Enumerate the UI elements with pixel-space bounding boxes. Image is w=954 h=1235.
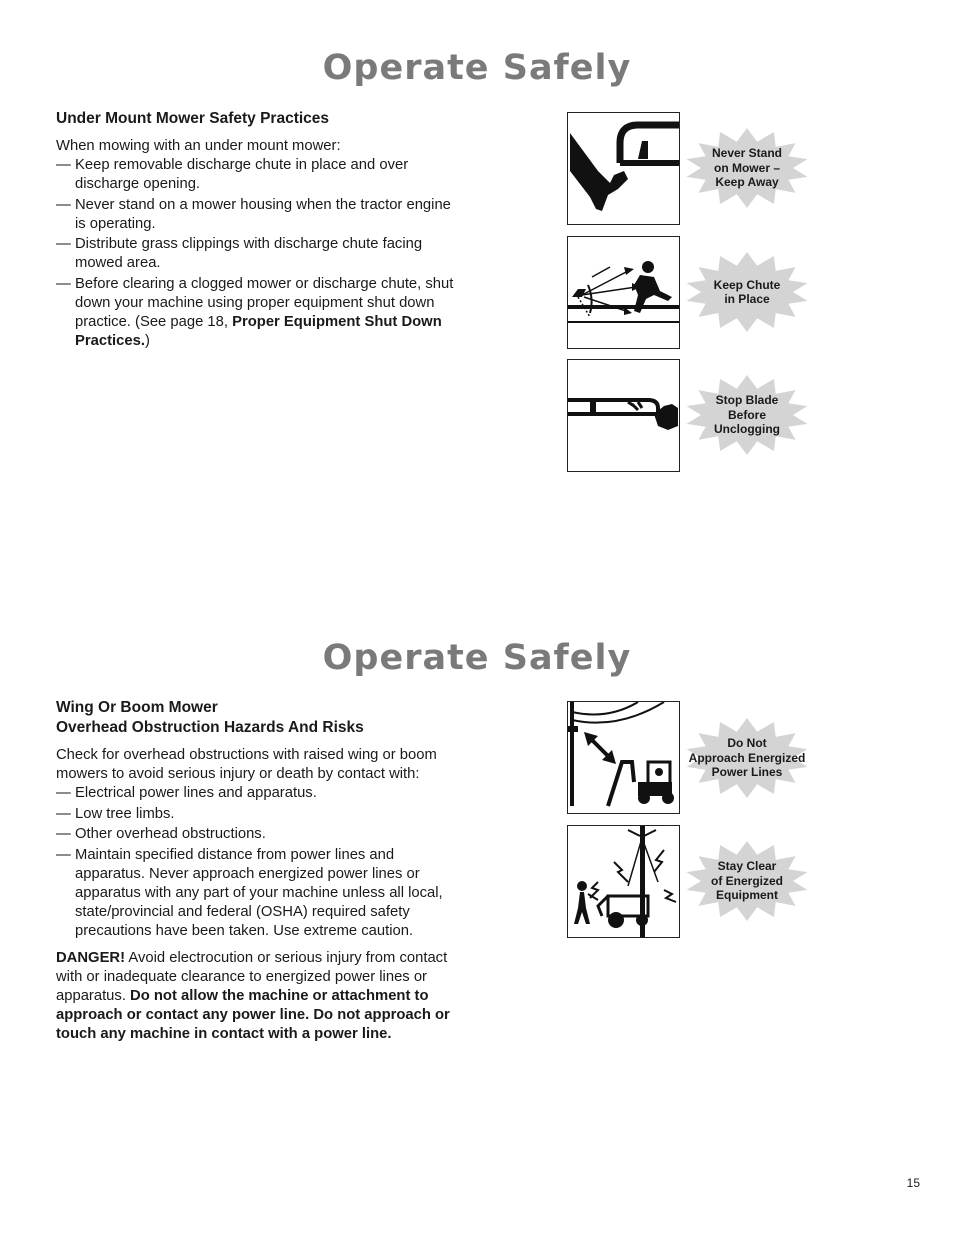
page-title: Operate Safely (322, 638, 632, 678)
under-mount-section (56, 109, 456, 352)
energized-equipment-pictogram (567, 825, 680, 938)
hazard-label-burst (683, 250, 811, 334)
danger-text: Avoid electrocution or serious injury from contact with or inadequate clearance to energized power lines or apparatus. (56, 949, 448, 1004)
page-number: 15 (906, 1176, 920, 1190)
list-item: — Distribute grass clippings with discharge chute facing mowed area. (56, 235, 456, 273)
list-item: — Electrical power lines and apparatus. (56, 784, 456, 803)
hazard-label: Stop Blade Before Unclogging (714, 393, 780, 437)
intro-text: Check for overhead obstructions with raised wing or boom mowers to avoid serious injury or death by contact with: (56, 747, 437, 782)
cross-reference: Proper Equipment Shut Down Practices. (75, 313, 442, 349)
wing-boom-section (56, 698, 456, 1044)
list-item: — Keep removable discharge chute in place and over discharge opening. (56, 156, 456, 194)
list-item: — Never stand on a mower housing when the tractor engine is operating. (56, 196, 456, 234)
danger-emphasis: Do not allow the machine or attachment to approach or contact any power line. Do not approach or touch any machine in contact with a power line. (56, 987, 450, 1042)
stop-blade-pictogram (567, 359, 680, 472)
list-item (56, 275, 456, 351)
hazard-label: Never Stand on Mower – Keep Away (711, 146, 783, 190)
section-heading (56, 698, 456, 738)
heading-line: Overhead Obstruction Hazards And Risks (56, 719, 364, 736)
list-item-close: ) (144, 332, 150, 349)
page-title: Operate Safely (322, 48, 632, 88)
danger-notice (56, 949, 456, 1044)
never-stand-pictogram (567, 112, 680, 225)
section-heading: Under Mount Mower Safety Practices (56, 110, 330, 127)
danger-label: DANGER! (56, 949, 126, 966)
hazard-label-burst (683, 839, 811, 923)
hazard-label-burst (683, 373, 811, 457)
hazard-label-burst (683, 716, 811, 800)
list-item: — Maintain specified distance from power lines and apparatus. Never approach energized power lines or apparatus with any part of your machine unless all local, state/provincial and federal (OSHA) required safety precautions have been taken. Use extreme caution. (56, 846, 456, 941)
practice-list (56, 156, 456, 351)
intro-text: When mowing with an under mount mower: (56, 138, 341, 154)
keep-chute-pictogram (567, 236, 680, 349)
list-item: — Low tree limbs. (56, 805, 456, 824)
hazard-list (56, 784, 456, 941)
list-item-text: Before clearing a clogged mower or discharge chute, shut down your machine using proper equipment shut down practice. (See page 18, (75, 275, 454, 330)
hazard-label: Do Not Approach Energized Power Lines (688, 736, 806, 780)
hazard-label: Stay Clear of Energized Equipment (710, 859, 783, 903)
list-item: — Other overhead obstructions. (56, 825, 456, 844)
power-lines-pictogram (567, 701, 680, 814)
hazard-label: Keep Chute in Place (713, 277, 781, 306)
heading-line: Wing Or Boom Mower (56, 699, 218, 716)
hazard-label-burst (683, 126, 811, 210)
